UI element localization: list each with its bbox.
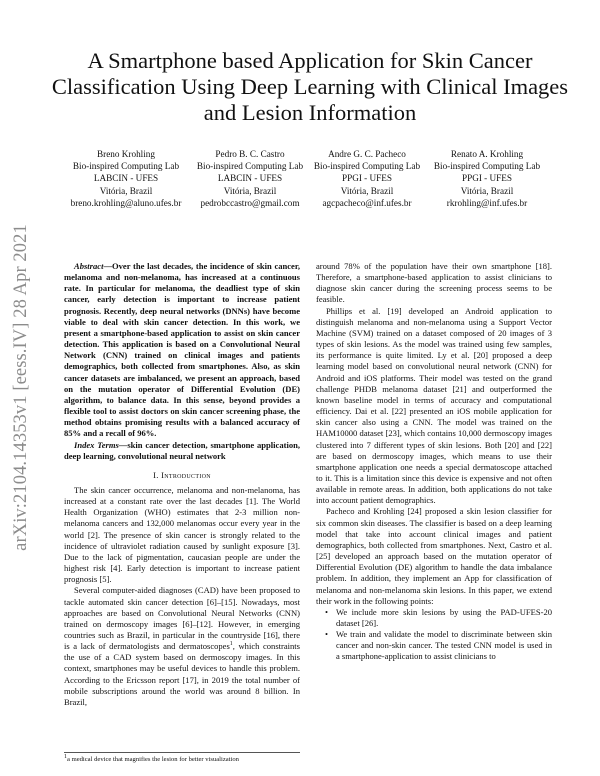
- right-column: [316, 261, 552, 663]
- intro-text-b: , which constraints the use of a CAD system based on dermoscopy images. In this context, smartphones may be useful devices to handle this problem. According to the Ericsson report [17], in 2019 the total number of mobile subscriptions around the world was around 8 billion. In Brazil,: [64, 641, 301, 707]
- author-block: [302, 148, 432, 209]
- author-city: Vitória, Brazil: [460, 185, 514, 196]
- abstract: [64, 261, 300, 440]
- body-paragraph: Phillips et al. [19] developed an Android application to distinguish melanoma and non-melanoma using a Support Vector Machine (SVM) trained on a dataset composed of 20 images of 3 types of skin lesions. As the model was trained using few samples, its performance is quite limited. Ly et al. [20] proposed a deep learning model based on convolutional neural network (CNN) for Android and iOS platforms. Their model was tested on the grand challenge PHDB melanoma dataset [21] and outperformed the known baseline model in terms of accuracy and computational efficiency. Dai et al. [22] presented an iOS mobile application for skin cancer also using a CNN. The model was trained on the HAM10000 dataset [23], which contains 10,000 dermoscopy images clustered into 7 different types of skin lesions. Both [20] and [22] are based on dermoscopy images, which means to use their smartphone application one needs a special dermatoscope attached to it. This is a limitation since this device is expensive and not often available in remote areas. In addition, both applications do not take into account patient demographics.: [316, 305, 552, 506]
- author-email[interactable]: pedrobccastro@gmail.com: [200, 197, 300, 208]
- abstract-label: Abstract: [74, 261, 104, 271]
- paper-title: A Smartphone based Application for Skin Cancer Classification Using Deep Learning with Clinical Images and Lesion Information: [51, 48, 569, 125]
- list-item: • We train and validate the model to discriminate between skin cancer and non-skin cancer. The tested CNN model is used in a smartphone-application to assist clinicians to: [336, 629, 552, 662]
- author-email[interactable]: breno.krohling@aluno.ufes.br: [70, 197, 182, 208]
- arxiv-id-text: arXiv:2104.14353v1 [eess.IV] 28 Apr 2021: [10, 223, 31, 551]
- arxiv-identifier: [4, 212, 38, 562]
- body-paragraph: around 78% of the population have their own smartphone [18]. Therefore, a smartphone-based application to assist clinicians to diagnose skin cancer during the screening process seems to be feasible.: [316, 261, 552, 305]
- author-lab: Bio-inspired Computing Lab: [196, 161, 304, 172]
- index-terms: [64, 440, 300, 462]
- author-block: [56, 148, 196, 209]
- list-item: • We include more skin lesions by using the PAD-UFES-20 dataset [26].: [336, 607, 552, 629]
- author-block: [180, 148, 320, 209]
- author-lab: Bio-inspired Computing Lab: [72, 161, 180, 172]
- author-name: Renato A. Krohling: [450, 149, 524, 159]
- author-city: Vitória, Brazil: [340, 185, 394, 196]
- author-name: Pedro B. C. Castro: [215, 149, 285, 159]
- author-city: Vitória, Brazil: [223, 185, 277, 196]
- author-email[interactable]: rkrohling@inf.ufes.br: [446, 197, 528, 208]
- footnote-text: a medical device that magnifies the lesion for better visualization: [67, 756, 239, 763]
- footnote-number: 1: [64, 753, 67, 760]
- author-lab: Bio-inspired Computing Lab: [433, 161, 541, 172]
- author-email[interactable]: agcpacheco@inf.ufes.br: [322, 197, 412, 208]
- left-column: [64, 261, 300, 708]
- author-name: Breno Krohling: [97, 149, 155, 159]
- author-block: [422, 148, 552, 209]
- author-dept: PPGI - UFES: [341, 173, 393, 184]
- body-paragraph: Pacheco and Krohling [24] proposed a skin lesion classifier for six common skin diseases. The classifier is based on a deep learning model that take into account clinical images and patient demographics, both collected from smartphones. Next, Castro et al. [25] developed an approach based on the mutation operator of Differential Evolution (DE) algorithm to handle the data imbalance problem. In addition, they implement an App for classification of melanoma and non-melanoma skin lesions. In this paper, we extend their work in the following points:: [316, 506, 552, 606]
- intro-text-a: Several computer-aided diagnoses (CAD) have been proposed to tackle automated skin cancer detection [6]–[15]. Nowadays, most approaches are based on Convolutional Neural Networks (CNN) trained on dermoscopy images [6]–[12]. However, in emerging countries such as Brazil, in particular in the countryside [16], there is a lack of dermatologists and dermatoscopes: [64, 585, 300, 652]
- index-terms-text: —skin cancer detection, smartphone application, deep learning, convolutional neural network: [64, 439, 300, 461]
- abstract-text: —Over the last decades, the incidence of skin cancer, melanoma and non-melanoma, has increased at a continuous rate. In particular for melanoma, the deadliest type of skin cancer, early detection is important to increase patient prognosis. Recently, deep neural networks (DNNs) have become viable to deal with skin cancer detection. In this work, we present a smartphone-based application to assist on skin cancer detection. This application is based on a Convolutional Neural Network (CNN) trained on clinical images and patients demographics, both collected from smartphones. Also, as skin cancer datasets are imbalanced, we present an approach, based on the mutation operator of Differential Evolution (DE) algorithm, to balance data. In this sense, beyond provides a flexible tool to assist doctors on skin cancer screening phase, the method obtains promising results with a balanced accuracy of 85% and a recall of 96%.: [64, 261, 300, 439]
- author-name: Andre G. C. Pacheco: [328, 149, 406, 159]
- intro-paragraph-1: The skin cancer occurrence, melanoma and non-melanoma, has increased at a constant rate over the last decades [1]. The World Health Organization (WHO) estimates that 2-3 million non-melanoma cancers and 132,000 melanomas occur every year in the world [2]. The presence of skin cancer is strongly related to the incidence of ultraviolet radiation caused by sunlight exposure [3]. Due to the lack of pigmentation, caucasian people are under the highest risk [4]. Early detection is important to increase patient prognosis [5].: [64, 484, 300, 585]
- author-dept: PPGI - UFES: [461, 173, 513, 184]
- contribution-list: [316, 607, 552, 663]
- footnote-marker: 1: [229, 641, 233, 648]
- index-terms-label: Index Terms: [74, 439, 119, 450]
- footnote: [64, 752, 300, 764]
- intro-paragraph-2: [64, 585, 300, 708]
- author-lab: Bio-inspired Computing Lab: [313, 161, 421, 172]
- author-city: Vitória, Brazil: [99, 185, 153, 196]
- author-dept: LABCIN - UFES: [93, 173, 159, 184]
- section-heading: I. Introduction: [153, 469, 211, 480]
- author-dept: LABCIN - UFES: [217, 173, 283, 184]
